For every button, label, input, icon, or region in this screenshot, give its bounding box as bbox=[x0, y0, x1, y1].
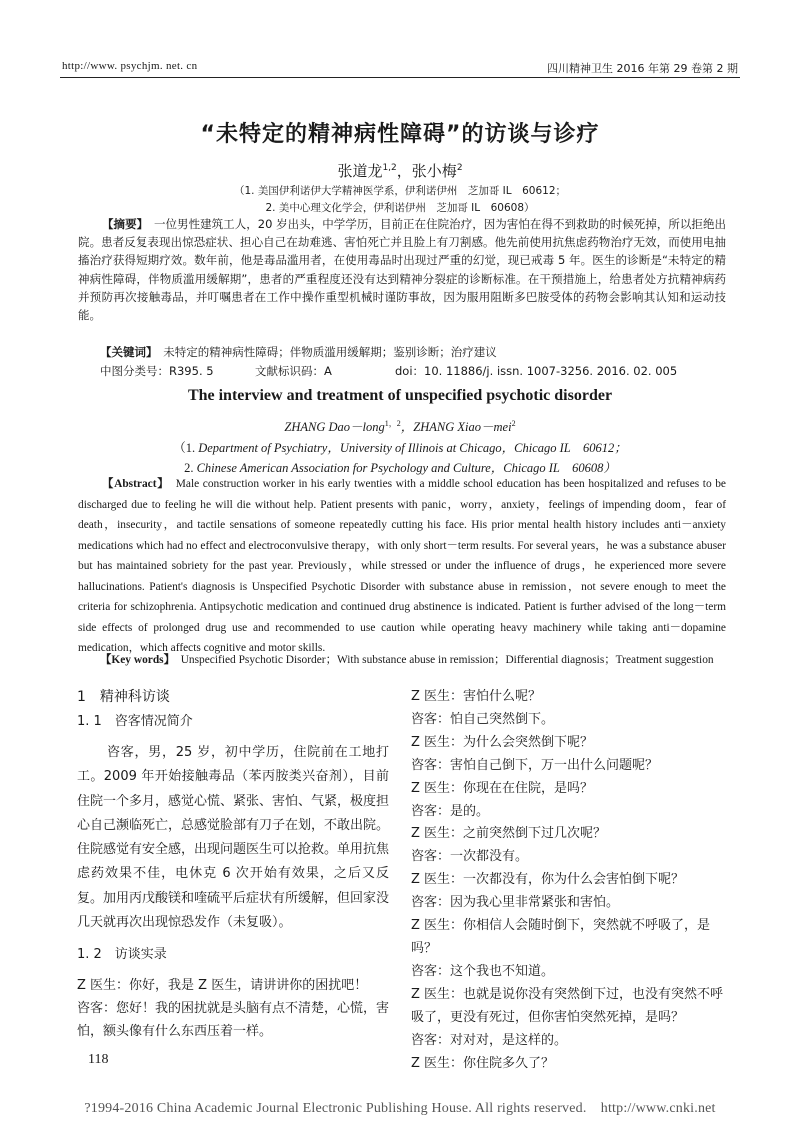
author-affiliation-mark: 2 bbox=[456, 163, 463, 173]
keywords-cn-label: 【关键词】 bbox=[100, 345, 152, 359]
abstract-cn-text: 一位男性建筑工人，20 岁出头，中学学历，目前正在住院治疗，因为害怕在得不到救助的时候死掉，所以拒绝出院。患者反复表现出惊恐症状、担心自己在劫难逃、害怕死亡并且脸上有刀割感。他先前使用抗焦虑药物治疗无效，而使用电抽搐治疗获得短期疗效。数年前，他是毒品滥用者，在使用毒品时出现过严重的幻觉，现已戒毒 5 年。医生的诊断是“未特定的精神病性障碍，伴物质滥用缓解期”，患者的严重程度还没有达到精神分裂症的诊断标准。在干预措施上，给患者处方抗精神病药并预防再次接触毒品，并叮嘱患者在工作中操作重型机械时谨防事故，因为服用阻断多巴胺受体的药物会影响其认知和运动技能。 bbox=[78, 217, 727, 323]
copyright-footer: ?1994-2016 China Academic Journal Electronic Publishing House. All rights reserved. http://www.cnki.net bbox=[84, 1101, 716, 1116]
affiliation-en-1-prefix: （1. bbox=[173, 441, 196, 455]
dialogue-line: 咨客：您好！我的困扰就是头脑有点不清楚，心慌，害怕，额头像有什么东西压着一样。 bbox=[77, 1001, 390, 1039]
dialogue-line: Z 医生：你相信人会随时倒下，突然就不呼吸了，是吗？ bbox=[411, 918, 711, 956]
abstract-en-text: Male construction worker in his early twenties with a middle school education has been hospitalized and refuses to be discharged due to feeling he will die without help. Patient presents with panic，worry，anxiety，feelings of impending doom，fear of death，insecurity，and tactile sensations of someone repeatedly cutting his face. His prior mental health history includes anti－anxiety medications which had no effect and electroconvulsive therapy，with only short－term results. For several years，he was a substance abuser but has maintained sobriety for the past year. Previously，while stressed or under the influence of drugs，he experienced more severe hallucinations. Patient's diagnosis is Unspecified Psychotic Disorder with substance abuse in remission，not severe enough to meet the criteria for schizophrenia. Antipsychotic medication and continued drug abstinence is indicated. Patient is further advised of the long－term side effects of prolonged drug use and recommended to use caution while operating heavy machinery while taking anti－dopamine medication，which affects cognitive and motor skills. bbox=[78, 478, 726, 654]
header-url: http://www. psychjm. net. cn bbox=[62, 60, 198, 72]
abstract-cn bbox=[78, 215, 726, 324]
article-title-en: The interview and treatment of unspecified psychotic disorder bbox=[187, 387, 613, 404]
keywords-en-label: 【Key words】 bbox=[100, 654, 170, 666]
author-name: 张道龙 bbox=[337, 162, 383, 180]
affiliation-en-1 bbox=[0, 438, 800, 456]
dialogue-line: Z 医生：也就是说你没有突然倒下过，也没有突然不呼吸了，更没有死过，但你害怕突然死掉，是吗？ bbox=[411, 986, 724, 1025]
author-affiliation-mark: 2 bbox=[511, 418, 516, 428]
author-affiliation-mark: 1,2 bbox=[382, 163, 397, 173]
body-right-column bbox=[411, 686, 729, 1075]
affiliation-cn-1: （1. 美国伊利诺伊大学精神医学系，伊利诺伊州 芝加哥 IL 60612； bbox=[233, 185, 567, 197]
header-journal-info: 四川精神卫生 2016 年第 29 卷第 2 期 bbox=[547, 62, 738, 75]
dialogue-line: Z 医生：你好，我是 Z 医生，请讲讲你的困扰吧！ bbox=[77, 978, 368, 993]
dialogue-line: 咨客：因为我心里非常紧张和害怕。 bbox=[411, 895, 620, 911]
affiliation-cn-2: 2. 美中心理文化学会，伊利诺伊州 芝加哥 IL 60608） bbox=[265, 202, 535, 214]
section-heading-1: 1 精神科访谈 bbox=[77, 689, 170, 705]
affiliation-en-2-prefix: 2. bbox=[184, 461, 194, 475]
dialogue-line: 咨客：怕自己突然倒下。 bbox=[411, 711, 555, 727]
abstract-en bbox=[78, 474, 726, 659]
dialogue-line: 咨客：对对对，是这样的。 bbox=[411, 1032, 568, 1048]
author-name-en: ZHANG Dao－long bbox=[284, 420, 385, 434]
article-title-cn: “未特定的精神病性障碍”的访谈与诊疗 bbox=[200, 122, 600, 147]
clc-number: 中图分类号：R395. 5 bbox=[100, 364, 214, 378]
author-separator: ， bbox=[396, 162, 412, 180]
dialogue-line: Z 医生：一次都没有，你为什么会害怕倒下呢？ bbox=[411, 872, 685, 888]
affiliation-en-1-text: Department of Psychiatry，University of Illinois at Chicago，Chicago IL 60612； bbox=[198, 441, 627, 455]
page-number: 118 bbox=[88, 1052, 109, 1067]
dialogue-left bbox=[77, 974, 389, 1043]
authors-en bbox=[0, 417, 800, 435]
abstract-en-label: 【Abstract】 bbox=[102, 478, 164, 490]
author-separator: ， bbox=[400, 420, 414, 434]
dialogue-line: 咨客：这个我也不知道。 bbox=[411, 963, 555, 979]
dialogue-line: Z 医生：你住院多久了？ bbox=[411, 1055, 555, 1071]
abstract-cn-label: 【摘要】 bbox=[102, 217, 143, 231]
section-heading-1-2: 1. 2 访谈实录 bbox=[77, 947, 167, 962]
dialogue-line: 咨客：一次都没有。 bbox=[411, 849, 529, 865]
dialogue-line: Z 医生：为什么会突然倒下呢？ bbox=[411, 734, 594, 750]
author-affiliation-mark: 1，2 bbox=[384, 418, 401, 428]
keywords-en bbox=[100, 651, 740, 667]
header-divider bbox=[60, 77, 740, 78]
keywords-en-text: Unspecified Psychotic Disorder；With substance abuse in remission；Differential diagnosis；Treatment suggestion bbox=[180, 654, 714, 666]
dialogue-line: Z 医生：之前突然倒下过几次呢？ bbox=[411, 826, 607, 842]
section-heading-1-1: 1. 1 咨客情况简介 bbox=[77, 714, 193, 729]
document-code: 文献标识码：A bbox=[255, 364, 332, 378]
case-summary-paragraph: 咨客，男，25 岁，初中学历，住院前在工地打工。2009 年开始接触毒品（苯丙胺类兴奋剂），目前住院一个多月，感觉心慌、紧张、害怕、气紧，极度担心自己濒临死亡，总感觉脸部有刀子在划，不敢出院。住院感觉有安全感，出现问题医生可以抢救。单用抗焦虑药效果不佳，电休克 6 次开始有效果，之后又反复。加用丙戊酸镁和喹硫平后症状有所缓解，但回家没几天就再次出现惊恐发作（未复吸）。 bbox=[77, 745, 390, 931]
author-name: 张小梅 bbox=[411, 162, 457, 180]
dialogue-line: Z 医生：你现在在住院，是吗？ bbox=[411, 780, 594, 796]
authors-cn bbox=[0, 160, 800, 181]
doi: doi：10. 11886/j. issn. 1007-3256. 2016. 02. 005 bbox=[395, 364, 678, 378]
keywords-cn bbox=[100, 344, 730, 360]
dialogue-line: Z 医生：害怕什么呢？ bbox=[411, 689, 542, 704]
dialogue-line: 咨客：是的。 bbox=[411, 803, 490, 819]
affiliation-en-2-text: Chinese American Association for Psychology and Culture，Chicago IL 60608） bbox=[196, 461, 616, 475]
dialogue-line: 咨客：害怕自己倒下，万一出什么问题呢？ bbox=[411, 757, 659, 773]
keywords-cn-text: 未特定的精神病性障碍；伴物质滥用缓解期；鉴别诊断；治疗建议 bbox=[163, 345, 497, 359]
author-name-en: ZHANG Xiao－mei bbox=[413, 420, 512, 434]
